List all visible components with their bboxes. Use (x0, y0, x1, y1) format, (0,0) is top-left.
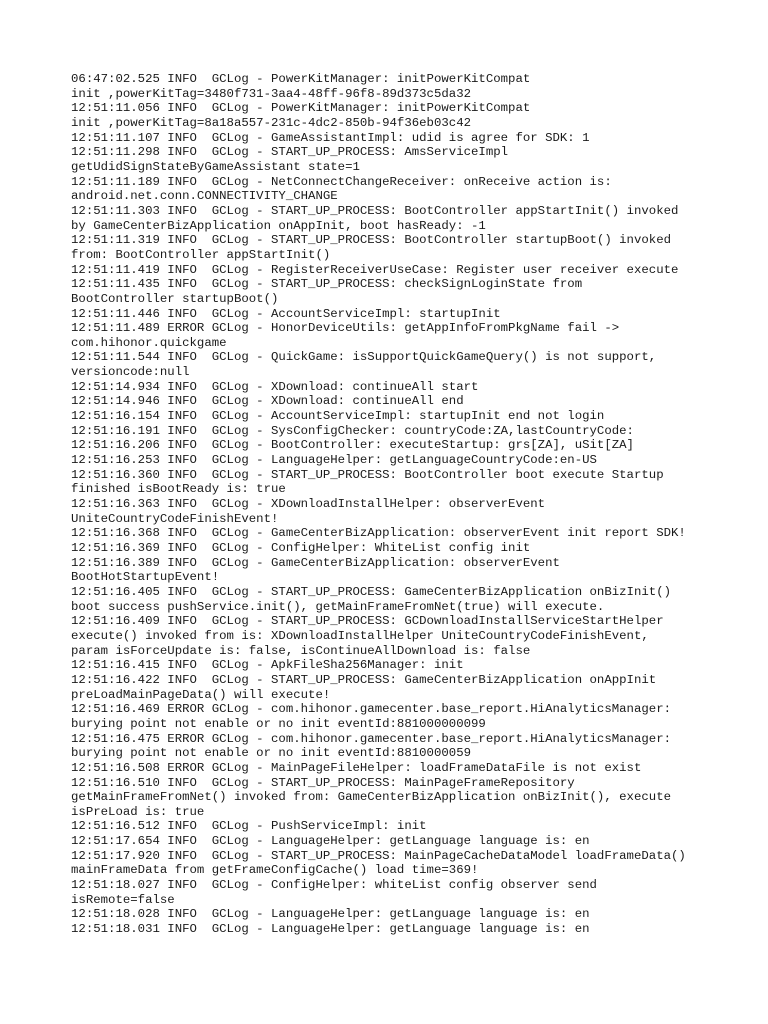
log-line: com.hihonor.quickgame (71, 335, 227, 350)
log-line: getUdidSignStateByGameAssistant state=1 (71, 159, 360, 174)
log-line: mainFrameData from getFrameConfigCache() load time=369! (71, 863, 479, 878)
log-line: android.net.conn.CONNECTIVITY_CHANGE (71, 189, 338, 204)
log-line: 12:51:11.319 INFO GCLog - START_UP_PROCESS: BootController startupBoot() invoked (71, 233, 672, 248)
log-line: from: BootController appStartInit() (71, 247, 331, 262)
log-line: by GameCenterBizApplication onAppInit, boot hasReady: -1 (71, 218, 486, 233)
log-line: 12:51:16.369 INFO GCLog - ConfigHelper: WhiteList config init (71, 541, 531, 555)
log-line: 12:51:11.056 INFO GCLog - PowerKitManager: initPowerKitCompat (71, 101, 531, 116)
log-line: burying point not enable or no init eventId:881000000099 (71, 716, 486, 731)
log-line: UniteCountryCodeFinishEvent! (71, 511, 279, 526)
log-line: 12:51:16.422 INFO GCLog - START_UP_PROCESS: GameCenterBizApplication onAppInit (71, 672, 657, 687)
log-line: 12:51:11.544 INFO GCLog - QuickGame: isSupportQuickGameQuery() is not support, (71, 350, 657, 365)
log-line: 12:51:11.435 INFO GCLog - START_UP_PROCESS: checkSignLoginState from (71, 277, 583, 292)
log-line: 12:51:11.189 INFO GCLog - NetConnectChangeReceiver: onReceive action is: (71, 174, 612, 189)
log-document (71, 72, 761, 937)
log-line: 12:51:16.368 INFO GCLog - GameCenterBizApplication: observerEvent init report SDK! (71, 526, 686, 541)
log-line: init ,powerKitTag=3480f731-3aa4-48ff-96f8-89d373c5da32 (71, 86, 472, 101)
log-line: 12:51:11.303 INFO GCLog - START_UP_PROCESS: BootController appStartInit() invoked (71, 203, 679, 218)
log-line: 12:51:11.298 INFO GCLog - START_UP_PROCESS: AmsServiceImpl (71, 145, 509, 160)
log-line: 12:51:16.512 INFO GCLog - PushServiceImpl: init (71, 819, 427, 834)
log-line: 12:51:16.405 INFO GCLog - START_UP_PROCESS: GameCenterBizApplication onBizInit() (71, 584, 672, 599)
log-line: BootHotStartupEvent! (71, 570, 220, 585)
log-line: 12:51:14.934 INFO GCLog - XDownload: continueAll start (71, 379, 479, 394)
log-line: versioncode:null (71, 365, 190, 380)
log-line: 12:51:16.154 INFO GCLog - AccountServiceImpl: startupInit end not login (71, 409, 605, 424)
log-line: burying point not enable or no init eventId:8810000059 (71, 746, 472, 761)
log-line: boot success pushService.init(), getMainFrameFromNet(true) will execute. (71, 599, 605, 614)
log-line: 12:51:18.028 INFO GCLog - LanguageHelper: getLanguage language is: en (71, 907, 590, 922)
log-line: 12:51:11.107 INFO GCLog - GameAssistantImpl: udid is agree for SDK: 1 (71, 130, 590, 145)
log-line: execute() invoked from is: XDownloadInstallHelper UniteCountryCodeFinishEvent, (71, 628, 649, 643)
log-line: 12:51:16.508 ERROR GCLog - MainPageFileHelper: loadFrameDataFile is not exist (71, 760, 642, 775)
log-line: preLoadMainPageData() will execute! (71, 687, 331, 702)
log-line: finished isBootReady is: true (71, 482, 286, 497)
log-line: 12:51:18.027 INFO GCLog - ConfigHelper: whiteList config observer send (71, 878, 597, 893)
log-line: 12:51:16.363 INFO GCLog - XDownloadInstallHelper: observerEvent (71, 497, 546, 512)
log-line: 12:51:17.920 INFO GCLog - START_UP_PROCESS: MainPageCacheDataModel loadFrameData() (71, 848, 686, 863)
log-line: isPreLoad is: true (71, 804, 205, 819)
log-line: 12:51:16.389 INFO GCLog - GameCenterBizApplication: observerEvent (71, 555, 560, 570)
log-line: init ,powerKitTag=8a18a557-231c-4dc2-850b-94f36eb03c42 (71, 115, 472, 130)
log-line: 12:51:16.510 INFO GCLog - START_UP_PROCESS: MainPageFrameRepository (71, 775, 575, 790)
log-line: 12:51:11.419 INFO GCLog - RegisterReceiverUseCase: Register user receiver execute (71, 262, 679, 277)
log-line: 12:51:16.475 ERROR GCLog - com.hihonor.gamecenter.base_report.HiAnalyticsManager: (71, 731, 672, 746)
log-line: 12:51:16.191 INFO GCLog - SysConfigChecker: countryCode:ZA,lastCountryCode: (71, 423, 634, 438)
log-line: isRemote=false (71, 892, 175, 907)
log-line: 12:51:16.253 INFO GCLog - LanguageHelper: getLanguageCountryCode:en-US (71, 453, 597, 468)
log-line: param isForceUpdate is: false, isContinueAllDownload is: false (71, 643, 531, 658)
log-line: 12:51:16.469 ERROR GCLog - com.hihonor.gamecenter.base_report.HiAnalyticsManager: (71, 702, 672, 717)
log-line: 12:51:18.031 INFO GCLog - LanguageHelper: getLanguage language is: en (71, 922, 590, 937)
log-line: getMainFrameFromNet() invoked from: GameCenterBizApplication onBizInit(), execute (71, 790, 672, 805)
log-line: 12:51:16.206 INFO GCLog - BootController: executeStartup: grs[ZA], uSit[ZA] (71, 438, 634, 453)
log-line: 12:51:16.360 INFO GCLog - START_UP_PROCESS: BootController boot execute Startup (71, 467, 664, 482)
log-line: 12:51:17.654 INFO GCLog - LanguageHelper: getLanguage language is: en (71, 834, 590, 849)
log-line: 12:51:16.415 INFO GCLog - ApkFileSha256Manager: init (71, 658, 464, 673)
log-line: 12:51:16.409 INFO GCLog - START_UP_PROCESS: GCDownloadInstallServiceStartHelper (71, 614, 664, 629)
log-line: BootController startupBoot() (71, 291, 279, 306)
log-line: 12:51:11.446 INFO GCLog - AccountServiceImpl: startupInit (71, 306, 501, 321)
log-line: 06:47:02.525 INFO GCLog - PowerKitManager: initPowerKitCompat (71, 72, 531, 86)
log-line: 12:51:11.489 ERROR GCLog - HonorDeviceUtils: getAppInfoFromPkgName fail -> (71, 321, 620, 336)
log-line: 12:51:14.946 INFO GCLog - XDownload: continueAll end (71, 394, 464, 409)
